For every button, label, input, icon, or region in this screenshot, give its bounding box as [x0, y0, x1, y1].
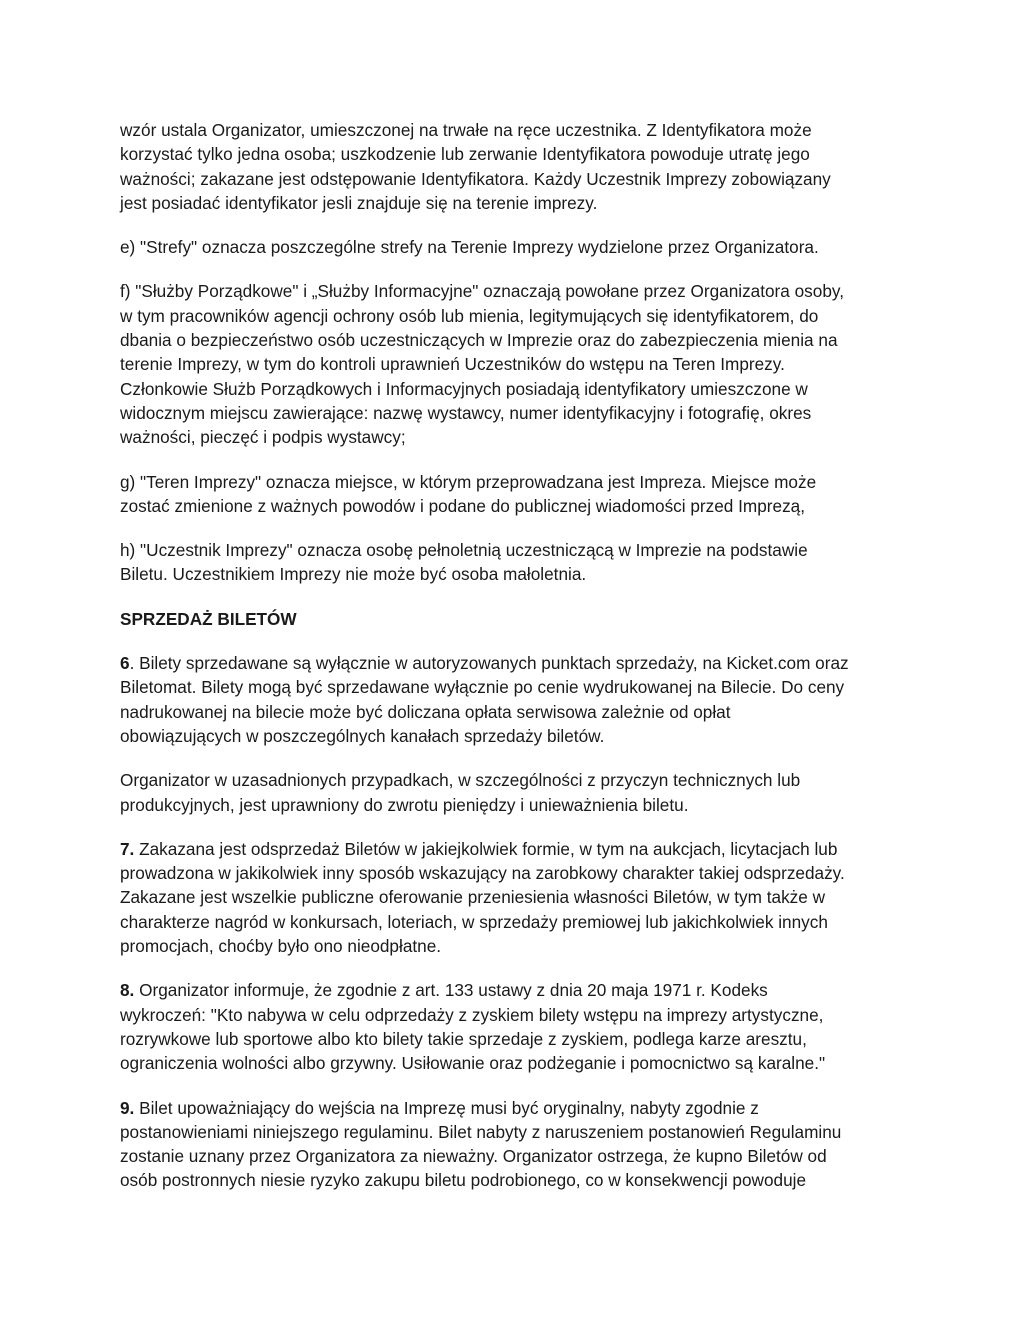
section-heading: SPRZEDAŻ BILETÓW — [120, 608, 297, 629]
paragraph-f-sluzby: f) "Służby Porządkowe" i „Służby Informacyjne" oznaczają powołane przez Organizatora osoby, w tym pracowników agencji ochrony osób lub mienia, legitymujących się identyfikatorem, do dbania o bezpieczeństwo osób uczestniczących w Imprezie oraz do zabezpieczenia mienia na terenie Imprezy, w tym do kontroli uprawnień Uczestników do wstępu na Teren Imprezy. Członkowie Służb Porządkowych i Informacyjnych posiadają identyfikatory umieszczone w widocznym miejscu zawierające: nazwę wystawcy, numer identyfikacyjny i fotografię, okres ważności, pieczęć i podpis wystawcy; — [120, 281, 844, 448]
paragraph-6b: Organizator w uzasadnionych przypadkach, w szczególności z przyczyn technicznych lub produkcyjnych, jest uprawniony do zwrotu pieniędzy i unieważnienia biletu. — [120, 770, 801, 815]
paragraph-7-number: 7. — [120, 838, 135, 859]
paragraph-9 — [120, 1096, 910, 1193]
paragraph-h-uczestnik: h) "Uczestnik Imprezy" oznacza osobę pełnoletnią uczestniczącą w Imprezie na podstawie Biletu. Uczestnikiem Imprezy nie może być osoba małoletnia. — [120, 540, 808, 585]
paragraph-7-text: Zakazana jest odsprzedaż Biletów w jakiejkolwiek formie, w tym na aukcjach, licytacjach lub prowadzona w jakikolwiek inny sposób wskazujący na zarobkowy charakter takiej odsprzedaży. Zakazane jest wszelkie publiczne oferowanie przeniesienia własności Biletów, w tym także w charakterze nagród w konkursach, loteriach, w sprzedaży premiowej lub jakichkolwiek innych promocjach, choćby było ono nieodpłatne. — [120, 838, 845, 957]
paragraph-6 — [120, 651, 910, 748]
paragraph-8-text: Organizator informuje, że zgodnie z art. 133 ustawy z dnia 20 maja 1971 r. Kodeks wykroczeń: "Kto nabywa w celu odprzedaży z zyskiem bilety wstępu na imprezy artystyczne, rozrywkowe lub sportowe albo kto bilety takie sprzedaje z zyskiem, podlega karze aresztu, ograniczenia wolności albo grzywny. Usiłowanie oraz podżeganie i pomocnictwo są karalne." — [120, 980, 826, 1074]
paragraph-7 — [120, 837, 910, 958]
paragraph-g-teren: g) "Teren Imprezy" oznacza miejsce, w którym przeprowadzana jest Impreza. Miejsce może zostać zmienione z ważnych powodów i podane do publicznej wiadomości przed Imprezą, — [120, 471, 817, 516]
document-page — [120, 118, 910, 1213]
paragraph-8-number: 8. — [120, 980, 135, 1001]
paragraph-d-continued: wzór ustala Organizator, umieszczonej na trwałe na ręce uczestnika. Z Identyfikatora może korzystać tylko jedna osoba; uszkodzenie lub zerwanie Identyfikatora powoduje utratę jego ważności; zakazane jest odstępowanie Identyfikatora. Każdy Uczestnik Imprezy zobowiązany jest posiadać identyfikator jesli znajduje się na terenie imprezy. — [120, 120, 831, 213]
paragraph-9-text: Bilet upoważniający do wejścia na Imprezę musi być oryginalny, nabyty zgodnie z postanowieniami niniejszego regulaminu. Bilet nabyty z naruszeniem postanowień Regulaminu zostanie uznany przez Organizatora za nieważny. Organizator ostrzega, że kupno Biletów od osób postronnych niesie ryzyko zakupu biletu podrobionego, co w konsekwencji powoduje — [120, 1097, 842, 1191]
paragraph-9-number: 9. — [120, 1097, 135, 1118]
paragraph-6-number: 6 — [120, 653, 130, 674]
paragraph-6-text: . Bilety sprzedawane są wyłącznie w autoryzowanych punktach sprzedaży, na Kicket.com oraz Biletomat. Bilety mogą być sprzedawane wyłącznie po cenie wydrukowanej na Bilecie. Do ceny nadrukowanej na bilecie może być doliczana opłata serwisowa zależnie od opłat obowiązujących w poszczególnych kanałach sprzedaży biletów. — [120, 653, 849, 746]
paragraph-e-strefy: e) "Strefy" oznacza poszczególne strefy na Terenie Imprezy wydzielone przez Organizatora. — [120, 237, 819, 258]
paragraph-8 — [120, 978, 910, 1075]
